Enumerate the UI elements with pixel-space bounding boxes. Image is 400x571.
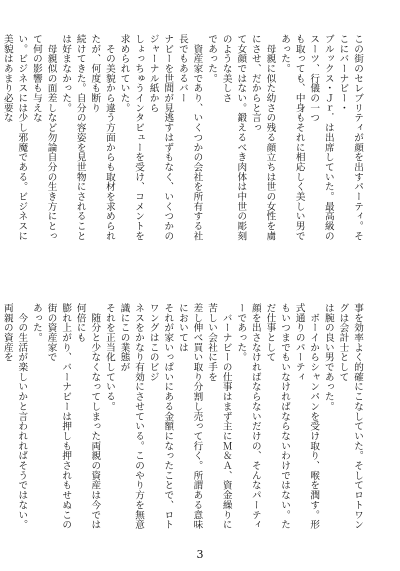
- text-line: 母親に似た幼さの残る顔立ちは世の女性を虜にさせ、だからと言っ: [249, 34, 276, 241]
- text-line: 顔を出さなければならないだけの、そんなパーティーであった。: [235, 303, 261, 530]
- text-line: あった。: [30, 303, 42, 343]
- text-line: も取っても、中身もそれに相応しく美しい男であった。: [279, 34, 305, 241]
- text-line: 続けてきた。自分の容姿を見世物にされることは好まなかった。: [60, 34, 86, 241]
- text-line: その美貌から違う方面からも取材を求められたが、何度も断り: [89, 34, 115, 241]
- text-line: い。ビジネスには少し邪魔である。ビジネスに美貌はあまり必要な: [1, 34, 28, 241]
- body-text-lower: [1, 303, 364, 535]
- text-line: ナビーを世間が見逃すはずもなく、いくつかのジャーナル紙から: [147, 34, 174, 241]
- text-line: バーナビーの仕事はまず主にＭ＆Ａ、資金繰りに苦しい会社に手を: [206, 303, 232, 530]
- text-line: 随分と少なくなってしまった両親の資産は今では何倍にも: [74, 303, 101, 530]
- text-line: 膨れ上がり、バーナビーは押しも押されもせぬこの街の資産家で: [45, 303, 72, 530]
- text-line: しょっちゅうインタビューを受け、コメントを求められていた。: [118, 34, 145, 241]
- text-line: て女顔ではない。鍛えるべき肉体は中世の彫刻のような美しさ: [220, 34, 247, 241]
- text-line: 差し伸べ買い取り分割し売って行く。所謂ある意味においては: [176, 303, 203, 530]
- text-line: 今の生活が楽しいかと言われればそうではない。両親の資産を: [1, 303, 28, 530]
- text-line: それを正当化している。: [103, 303, 115, 412]
- text-line: ブルックス・Ｊｒ．は出席していた。最高級のスーツ、行儀の一つ: [308, 34, 334, 241]
- text-line: 事を効率よく的確にこなしていた。そしてロトワングは会計士として: [337, 303, 363, 530]
- text-line: ボーイからシャンパンを受け取り、喉を潤す。形式通りのパーティ: [293, 303, 320, 530]
- body-text-upper: [1, 34, 364, 246]
- text-line: であった。: [206, 34, 218, 84]
- text-line: 母親似の面差しなど勿論自分の生き方にとって何の影響も与えな: [30, 34, 57, 241]
- text-line: もいつまでもいなければならないわけではない。ただ仕事として: [264, 303, 291, 530]
- text-line: この街のセレブリティが顔を出すパーティ。そこにバーナビー・: [337, 34, 363, 241]
- page-number: 3: [196, 548, 204, 561]
- text-line: それが家いっぱいにある金額になったことで、ロトワングはこのビジ: [147, 303, 174, 530]
- text-line: は腕の良い男であった。: [322, 303, 334, 412]
- text-line: ネスをかなり有効にさせている。このやり方を無意識にこの業態が: [118, 303, 145, 530]
- text-line: 資産家であり、いくつかの会社を所有する社長でもあるバー: [176, 34, 203, 241]
